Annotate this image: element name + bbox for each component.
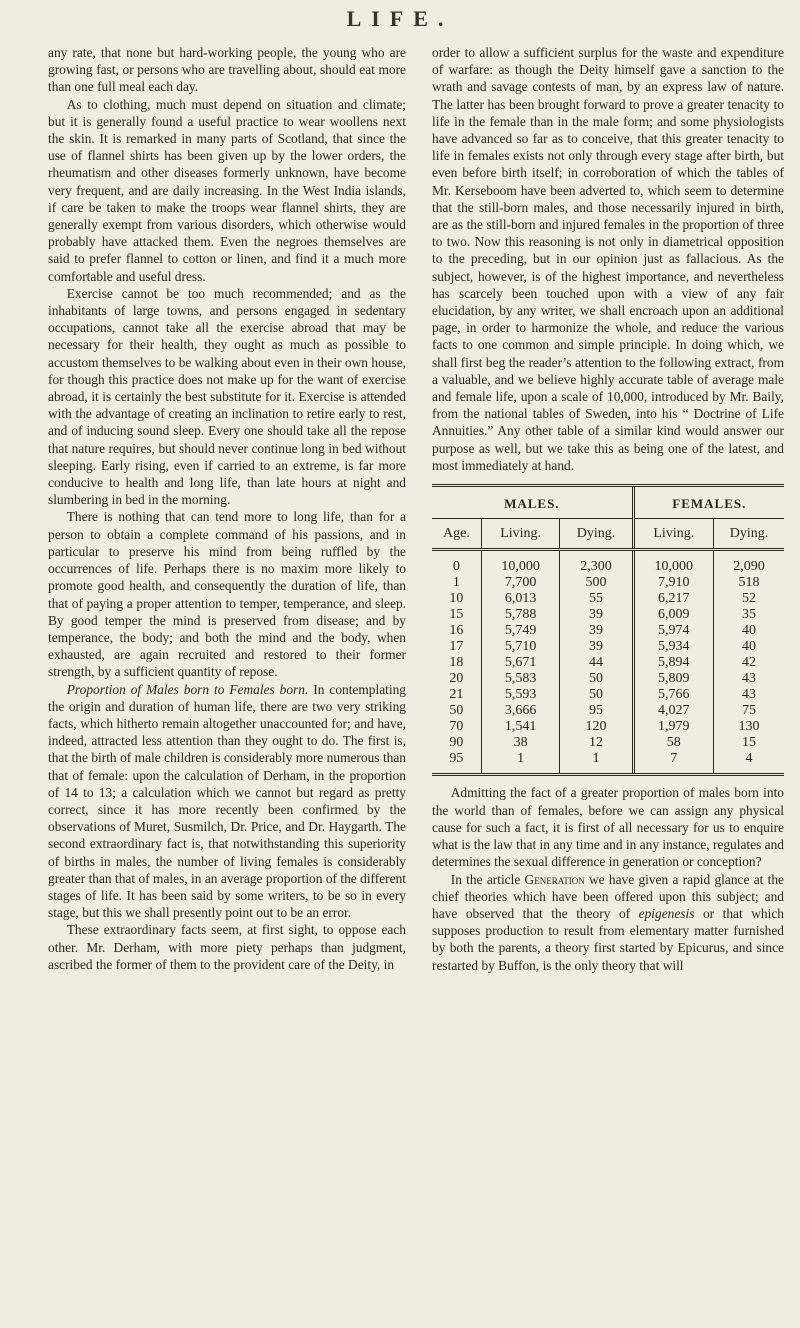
female-dying-cell: 130 — [714, 719, 785, 735]
age-cell: 10 — [449, 591, 464, 607]
male-dying-cell: 2,300 — [560, 550, 633, 576]
female-dying-cell: 40 — [714, 623, 785, 639]
female-dying-cell: 2,090 — [714, 550, 785, 576]
female-living-cell: 5,766 — [633, 687, 713, 703]
table-row — [432, 751, 784, 773]
table-row — [432, 735, 784, 751]
male-living-cell: 7,700 — [481, 575, 560, 591]
male-living-cell: 5,583 — [481, 671, 560, 687]
table-row — [432, 719, 784, 735]
male-dying-cell: 50 — [560, 671, 633, 687]
male-living-cell: 38 — [481, 735, 560, 751]
paragraph: As to clothing, much must depend on situation and climate; but it is generally found a useful practice to wear woollens next the skin. It is remarked in many parts of Scotland, that since the use of flannel shirts has been given up by the lower orders, the rheumatism and other diseases formerly unknown, have become very frequent, and are daily increasing. In the West India islands, if care be taken to make the troops wear flannel shirts, they are generally exempt from various disorders, which otherwise would probably have attacked them. Even the negroes themselves are said to prefer flannel to cotton or linen, and find it a much more comfortable and useful dress. — [48, 96, 406, 284]
male-living-cell: 3,666 — [481, 703, 560, 719]
male-living-cell: 5,710 — [481, 639, 560, 655]
male-living-cell: 5,593 — [481, 687, 560, 703]
table-row — [432, 591, 784, 607]
paragraph: any rate, that none but hard-working people, the young who are growing fast, or persons who are travelling about, should eat more than one full meal each day. — [48, 45, 406, 95]
male-dying-cell: 55 — [560, 591, 633, 607]
paragraph — [432, 871, 784, 974]
female-dying-cell: 40 — [714, 639, 785, 655]
age-cell: 17 — [449, 639, 464, 655]
males-heading: MALES. — [432, 487, 633, 519]
male-living-cell: 1 — [481, 751, 560, 773]
female-living-cell: 4,027 — [633, 703, 713, 719]
table-row — [432, 655, 784, 671]
female-living-cell: 58 — [633, 735, 713, 751]
table-row — [432, 703, 784, 719]
male-dying-cell: 39 — [560, 607, 633, 623]
females-heading: FEMALES. — [633, 487, 784, 519]
table-row — [432, 575, 784, 591]
female-living-cell: 5,894 — [633, 655, 713, 671]
paragraph: Exercise cannot be too much recommended; and as the inhabitants of large towns, and persons engaged in sedentary occupations, cannot take all the exercise abroad that may be necessary for their health, they ought as much as possible to accustom themselves to be walking about even in their own house, for though this practice does not make up for the want of exercise abroad, it is certainly the best substitute for it. Exercise is attended with the advantage of creating an inclination to retire early to rest, and of inducing sound sleep. Every one should take all the repose that nature requires, but should never continue long in bed without sleeping. Early rising, even if carried to an extreme, is far more conducive to health and long life, than late hours at night and slumbering in bed in the morning. — [48, 285, 406, 508]
female-living-cell: 5,974 — [633, 623, 713, 639]
table-row — [432, 607, 784, 623]
age-cell: 50 — [449, 703, 464, 719]
male-living-cell: 5,749 — [481, 623, 560, 639]
table-row — [432, 550, 784, 576]
female-dying-cell: 518 — [714, 575, 785, 591]
age-cell: 95 — [449, 751, 464, 767]
age-cell: 90 — [449, 735, 464, 751]
male-living-cell: 10,000 — [481, 550, 560, 576]
section-lead: Proportion of Males born to Females born. — [66, 681, 309, 697]
paragraph-text: or that which supposes production to result from elementary matter furnished by both the parents, a theory first started by Epicurus, and since restarted by Buffon, is the only theory that will — [432, 905, 784, 973]
female-dying-cell: 43 — [714, 687, 785, 703]
table-row — [432, 623, 784, 639]
male-dying-cell: 39 — [560, 623, 633, 639]
male-living-cell: 5,788 — [481, 607, 560, 623]
age-cell: 21 — [449, 687, 464, 703]
paragraph: These extraordinary facts seem, at first sight, to oppose each other. Mr. Derham, with more piety perhaps than judgment, ascribed the former of them to the provident care of the Deity, in — [48, 922, 406, 972]
col-header-male-living: Living. — [481, 519, 560, 550]
female-dying-cell: 35 — [714, 607, 785, 623]
col-header-female-living: Living. — [633, 519, 713, 550]
female-living-cell: 7 — [633, 751, 713, 773]
female-living-cell: 5,934 — [633, 639, 713, 655]
paragraph — [48, 681, 406, 922]
female-dying-cell: 4 — [714, 751, 785, 773]
female-dying-cell: 75 — [714, 703, 785, 719]
age-cell: 20 — [449, 671, 464, 687]
age-cell: 70 — [449, 719, 464, 735]
female-living-cell: 6,217 — [633, 591, 713, 607]
life-table-body — [432, 550, 784, 774]
paragraph-text: In contemplating the origin and duration of human life, there are two very striking facts, which hitherto remain altogether unaccounted for; and have, indeed, attracted less attention than they ought to do. The first is, that the birth of male children is considerably more numerous than that of female: upon the calculation of Derham, in the proportion of 14 to 13; a calculation which we cannot but regard as pretty correct, since it has more recently been confirmed by the observations of Muret, Susmilch, Dr. Price, and Dr. Haygarth. The second extraordinary fact is, that notwithstanding this superiority of births in males, the number of living females is considerably greater than that of males, in an average proportion of the different stages of life. It has been said by some writers, to be so in every stage, but this we shall presently point out to be an error. — [48, 681, 406, 921]
running-head: LIFE. — [346, 6, 454, 31]
paragraph-text: we have given a rapid glance at the chief theories which have been offered upon this subject; and have observed that the theory of — [432, 871, 784, 921]
male-dying-cell: 1 — [560, 751, 633, 773]
male-dying-cell: 12 — [560, 735, 633, 751]
col-header-age: Age. — [432, 519, 481, 550]
female-living-cell: 5,809 — [633, 671, 713, 687]
emphasis: epigenesis — [638, 905, 695, 921]
female-dying-cell: 52 — [714, 591, 785, 607]
age-cell: 1 — [452, 575, 460, 591]
age-cell: 15 — [449, 607, 464, 623]
female-living-cell: 1,979 — [633, 719, 713, 735]
male-dying-cell: 500 — [560, 575, 633, 591]
life-table-grid — [432, 487, 784, 773]
age-cell: 0 — [452, 559, 460, 575]
cross-reference: Generation — [524, 871, 585, 887]
female-dying-cell: 43 — [714, 671, 785, 687]
male-living-cell: 5,671 — [481, 655, 560, 671]
table-row — [432, 639, 784, 655]
male-dying-cell: 95 — [560, 703, 633, 719]
age-cell: 18 — [449, 655, 464, 671]
left-column — [48, 44, 406, 973]
male-dying-cell: 120 — [560, 719, 633, 735]
male-living-cell: 1,541 — [481, 719, 560, 735]
paragraph-text: In the article — [450, 871, 525, 887]
paragraph: There is nothing that can tend more to long life, than for a person to obtain a complete command of his passions, and in particular to preserve his mind from being ruffled by the occurrences of life. Perhaps there is no maxim more likely to promote good health, and consequently the duration of life, than that of paying a proper attention to temper, temperance, and sleep. By good temper the mind is preserved from disease; and by temperance, the body; and both the mind and the body, when exhausted, are again recruited and restored to their former strength, by a sufficient quantity of repose. — [48, 509, 406, 680]
col-header-male-dying: Dying. — [560, 519, 633, 550]
female-living-cell: 6,009 — [633, 607, 713, 623]
table-row — [432, 687, 784, 703]
female-dying-cell: 42 — [714, 655, 785, 671]
male-living-cell: 6,013 — [481, 591, 560, 607]
col-header-female-dying: Dying. — [714, 519, 785, 550]
male-dying-cell: 44 — [560, 655, 633, 671]
male-dying-cell: 50 — [560, 687, 633, 703]
female-living-cell: 10,000 — [633, 550, 713, 576]
age-cell: 16 — [449, 623, 464, 639]
paragraph: order to allow a sufficient surplus for the waste and expenditure of warfare: as though the Deity himself gave a sanction to the wrath and savage contests of man, by an express law of nature. The latter has been brought forward to prove a greater tenacity to life in the female than in the male form; and some physiologists have advanced so far as to conceive, that this greater tenacity to life in females exists not only through every stage after birth, but even before birth itself; in corroboration of which the tables of Mr. Kerseboom have been adverted to, which seem to determine that the still-born males, and those necessarily injured in birth, are as the still-born and injured females in the proportion of three to two. Now this reasoning is not only in diametrical opposition to the preceding, but in our opinion just as fallacious. As the subject, however, is of the highest importance, and nevertheless has scarcely been touched upon with a view of any fair elucidation, by any writer, we shall encroach upon an additional page, in order to harmonize the whole, and reduce the various facts to one common and simple principle. In doing which, we shall first beg the reader’s attention to the following extract, from a valuable, and we believe highly accurate table of average male and female life, upon a scale of 10,000, introduced by Mr. Baily, from the national tables of Sweden, into his “ Doctrine of Life Annuities.” Any other table of a similar kind would answer our purpose as well, but we take this as being one of the latest, and most immediately at hand. — [432, 45, 784, 473]
paragraph: Admitting the fact of a greater proportion of males born into the world than of females, before we can assign any physical cause for such a fact, it is first of all necessary for us to enquire what is the law that in any time and in any instance, regulates and determines the sexual difference in generation or conception? — [432, 785, 784, 870]
female-living-cell: 7,910 — [633, 575, 713, 591]
table-row — [432, 671, 784, 687]
right-column — [432, 44, 784, 974]
male-dying-cell: 39 — [560, 639, 633, 655]
female-dying-cell: 15 — [714, 735, 785, 751]
life-table — [432, 484, 784, 776]
